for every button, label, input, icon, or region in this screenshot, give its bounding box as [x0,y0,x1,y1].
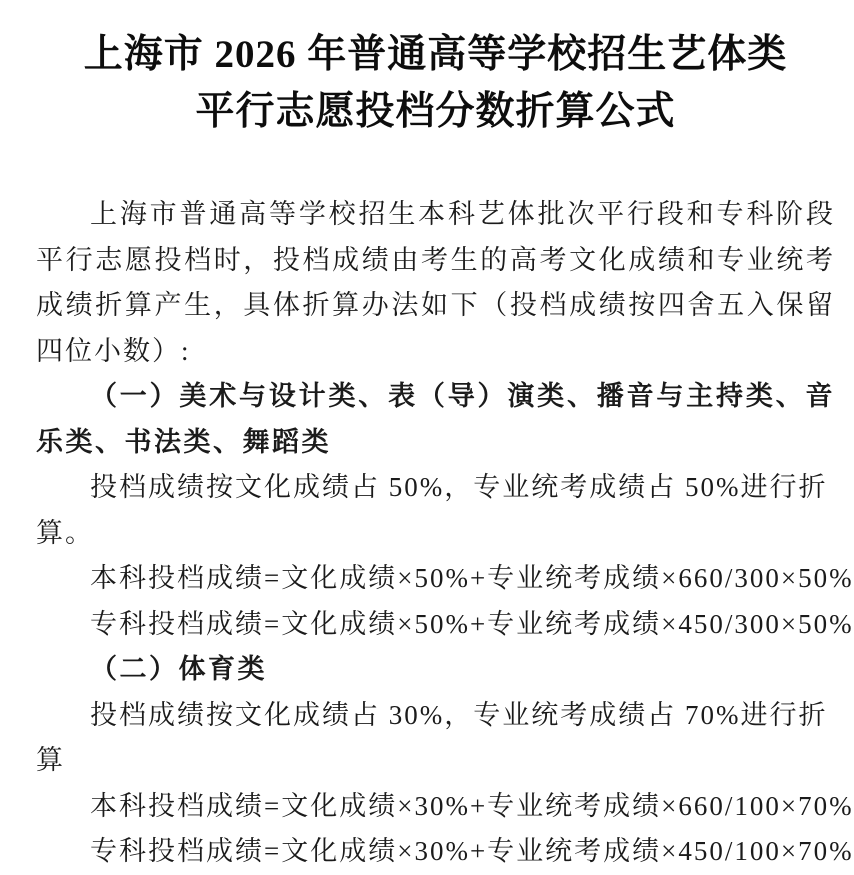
document-body [36,192,854,875]
section-2-undergraduate-formula: 本科投档成绩=文化成绩×30%+专业统考成绩×660/100×70% [90,790,854,821]
document-title [36,26,835,140]
title-line-1: 上海市 2026 年普通高等学校招生艺体类 [83,33,788,76]
section-2-vocational-formula: 专科投档成绩=文化成绩×30%+专业统考成绩×450/100×70% [90,836,854,866]
section-1-rule: 投档成绩按文化成绩占 50%，专业统考成绩占 50%进行折算。 [36,472,828,548]
section-2-rule: 投档成绩按文化成绩占 30%，专业统考成绩占 70%进行折算 [36,699,828,775]
section-1-undergraduate-formula: 本科投档成绩=文化成绩×50%+专业统考成绩×660/300×50% [90,563,854,593]
section-1-vocational-formula: 专科投档成绩=文化成绩×50%+专业统考成绩×450/300×50% [90,608,854,639]
title-line-2: 平行志愿投档分数折算公式 [195,90,676,133]
intro-paragraph: 上海市普通高等学校招生本科艺体批次平行段和专科阶段平行志愿投档时，投档成绩由考生的高考文化成绩和专业统考成绩折算产生，具体折算办法如下（投档成绩按四舍五入保留四位小数）: [36,199,835,366]
section-1-heading: （一）美术与设计类、表（导）演类、播音与主持类、音乐类、书法类、舞蹈类 [36,381,835,457]
section-2-heading: （二）体育类 [90,654,267,684]
